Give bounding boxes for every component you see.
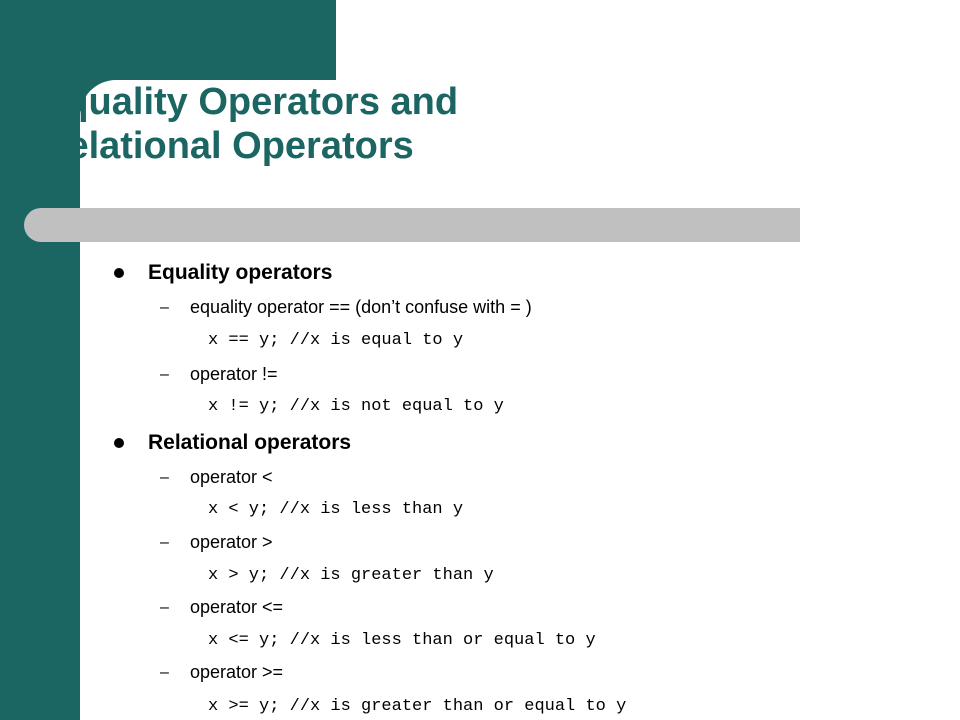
sub-item-greater-than — [160, 532, 273, 553]
dash-icon: – — [160, 663, 169, 681]
sub-item-less-than — [160, 467, 273, 488]
code-example: x != y; //x is not equal to y — [208, 397, 504, 416]
sub-item-less-equal — [160, 597, 283, 618]
dash-icon: – — [160, 298, 169, 316]
dash-icon: – — [160, 365, 169, 383]
bullet-dot-icon — [114, 438, 124, 448]
bullet-dot-icon — [114, 268, 124, 278]
title-line-2: Relational Operators — [40, 125, 414, 167]
sub-item-not-equal — [160, 364, 278, 385]
bullet-heading: Equality operators — [148, 261, 333, 284]
bullet-heading: Relational operators — [148, 431, 352, 454]
code-example: x > y; //x is greater than y — [208, 566, 494, 585]
dash-icon: – — [160, 468, 169, 486]
sub-item-label: operator >= — [190, 662, 284, 682]
dash-icon: – — [160, 598, 169, 616]
dash-icon: – — [160, 533, 169, 551]
sub-item-greater-equal — [160, 662, 283, 683]
bullet-equality-operators — [114, 261, 332, 285]
sub-item-equality-operator — [160, 297, 532, 318]
sub-item-label: operator > — [190, 532, 273, 552]
code-example: x < y; //x is less than y — [208, 500, 464, 519]
sub-item-label: operator < — [190, 467, 273, 487]
code-example: x == y; //x is equal to y — [208, 331, 464, 350]
sub-item-label: operator <= — [190, 597, 284, 617]
code-example: x <= y; //x is less than or equal to y — [208, 631, 596, 650]
sub-item-label: equality operator == (don’t confuse with = ) — [190, 297, 532, 317]
sub-item-label: operator != — [190, 364, 278, 384]
title-line-1: Equality Operators and — [40, 81, 459, 123]
bullet-relational-operators — [114, 431, 351, 455]
code-example: x >= y; //x is greater than or equal to y — [208, 697, 627, 716]
